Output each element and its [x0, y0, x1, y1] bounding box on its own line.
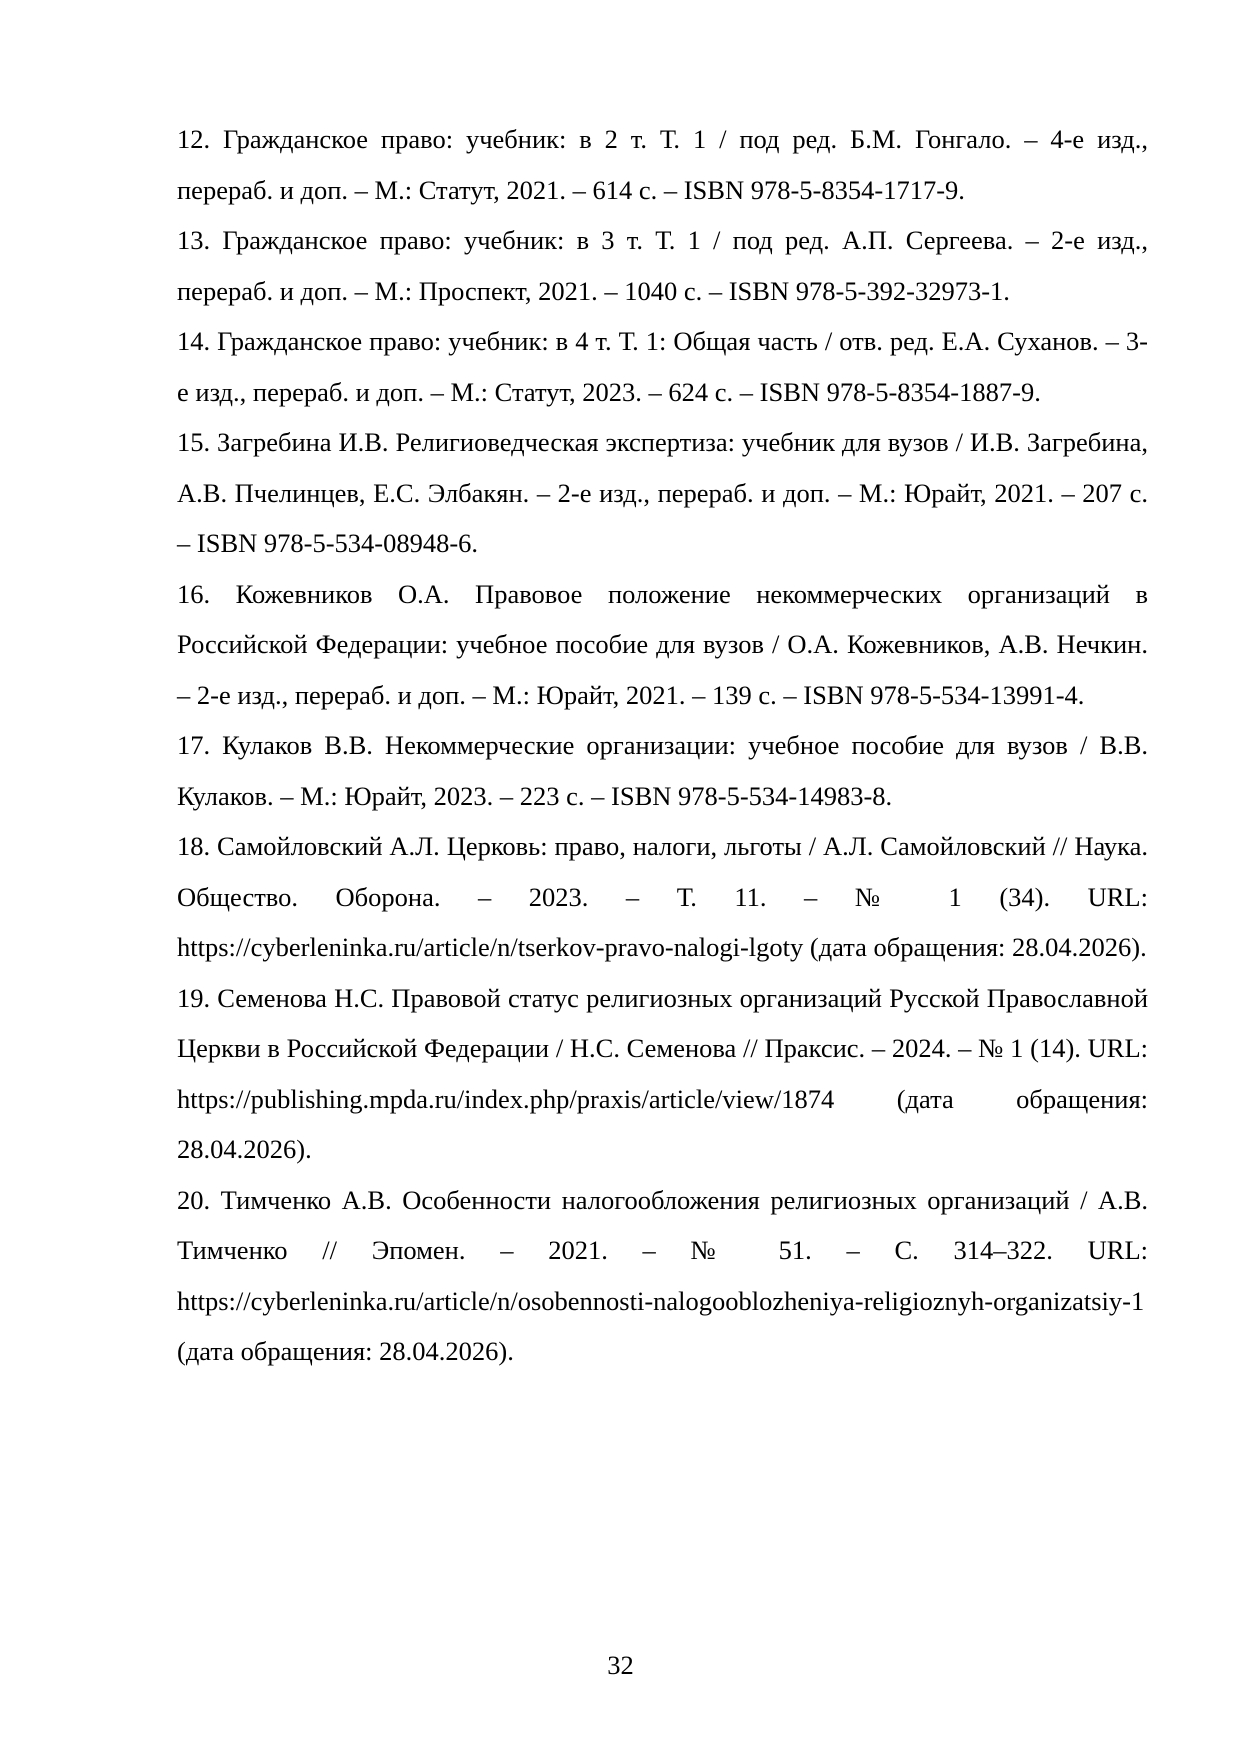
- reference-item-20: 20. Тимченко А.В. Особенности налогообложения религиозных организаций / А.В. Тимченко // Эпомен. – 2021. – № 51. – С. 314–322. URL: https://cyberleninka.ru/article/n/osobennosti-nalogooblozheniya-religioznyh-organizatsiy-1 (дата обращения: 28.04.2026).: [177, 1184, 1148, 1366]
- reference-item-19: 19. Семенова Н.С. Правовой статус религиозных организаций Русской Православной Церкви в Российской Федерации / Н.С. Семенова // Праксис. – 2024. – № 1 (14). URL: https://publishing.mpda.ru/index.php/praxis/article/view/1874 (дата обращения: 28.04.2026).: [177, 982, 1148, 1164]
- reference-item-16: 16. Кожевников О.А. Правовое положение некоммерческих организаций в Российской Федерации: учебное пособие для вузов / О.А. Кожевников, А.В. Нечкин. – 2-е изд., перераб. и доп. – М.: Юрайт, 2021. – 139 с. – ISBN 978-5-534-13991-4.: [177, 578, 1148, 710]
- reference-item-14: 14. Гражданское право: учебник: в 4 т. Т. 1: Общая часть / отв. ред. Е.А. Суханов. – 3-е изд., перераб. и доп. – М.: Статут, 2023. – 624 с. – ISBN 978-5-8354-1887-9.: [177, 326, 1148, 407]
- page-number: 32: [607, 1650, 634, 1680]
- reference-item-18: 18. Самойловский А.Л. Церковь: право, налоги, льготы / А.Л. Самойловский // Наука. Общество. Оборона. – 2023. – Т. 11. – № 1 (34). URL: https://cyberleninka.ru/article/n/tserkov-pravo-nalogi-lgoty (дата обращения: 28.04.2026).: [177, 831, 1148, 962]
- reference-item-12: 12. Гражданское право: учебник: в 2 т. Т. 1 / под ред. Б.М. Гонгало. – 4-е изд., перераб. и доп. – М.: Статут, 2021. – 614 с. – ISBN 978-5-8354-1717-9.: [177, 124, 1148, 205]
- reference-item-17: 17. Кулаков В.В. Некоммерческие организации: учебное пособие для вузов / В.В. Кулаков. – М.: Юрайт, 2023. – 223 с. – ISBN 978-5-534-14983-8.: [177, 730, 1148, 811]
- reference-list: [177, 114, 1148, 1377]
- reference-item-13: 13. Гражданское право: учебник: в 3 т. Т. 1 / под ред. А.П. Сергеева. – 2-е изд., перераб. и доп. – М.: Проспект, 2021. – 1040 с. – ISBN 978-5-392-32973-1.: [177, 225, 1148, 306]
- reference-item-15: 15. Загребина И.В. Религиоведческая экспертиза: учебник для вузов / И.В. Загребина, А.В. Пчелинцев, Е.С. Элбакян. – 2-е изд., перераб. и доп. – М.: Юрайт, 2021. – 207 с. – ISBN 978-5-534-08948-6.: [177, 427, 1148, 558]
